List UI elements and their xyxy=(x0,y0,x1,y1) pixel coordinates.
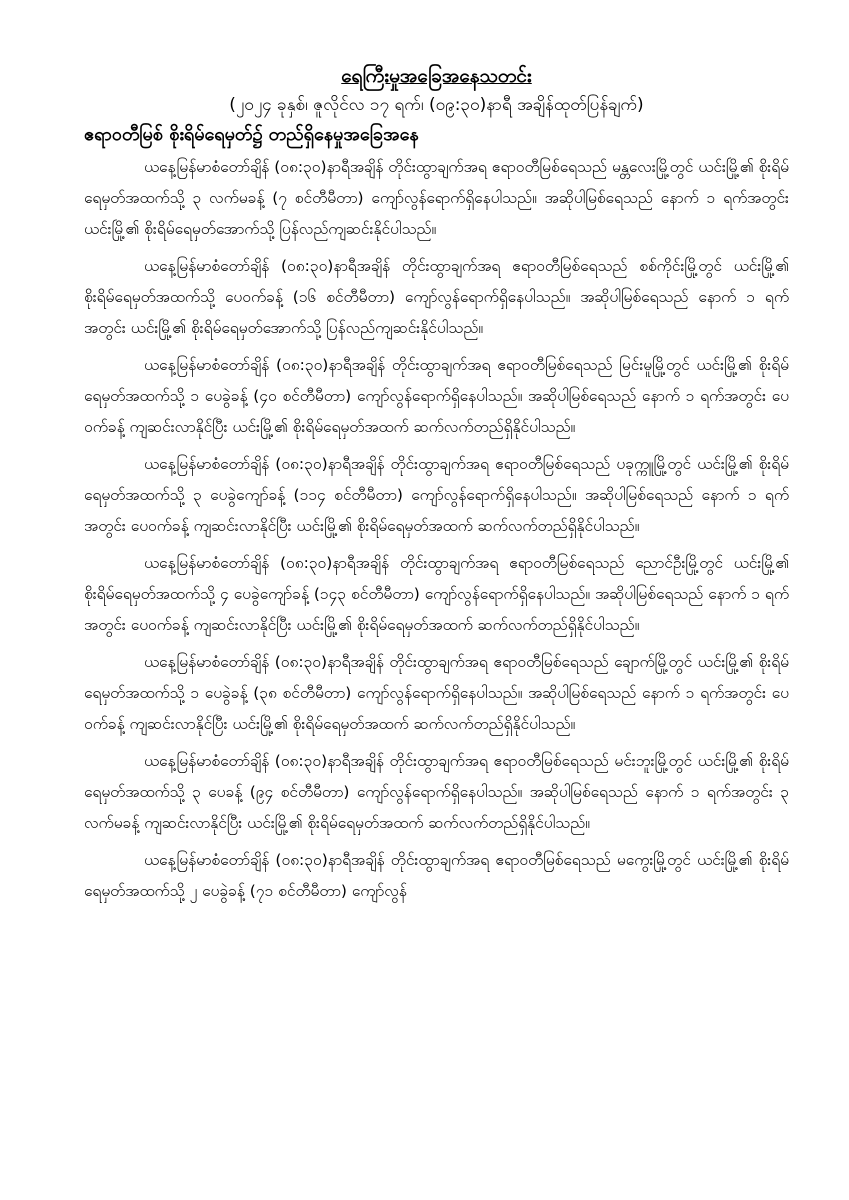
paragraph-nyaung-u: ယနေ့မြန်မာစံတော်ချိန် (၀၈:၃၀)နာရီအချိန် တိုင်းထွာချက်အရ ဧရာဝတီမြစ်ရေသည် ညောင်ဦးမြို့တွင် ယင်းမြို့၏ စိုးရိမ်ရေမှတ်အထက်သို့ ၄ ပေခွဲကျော်ခန့် (၁၄၃ စင်တီမီတာ) ကျော်လွန်ရောက်ရှိနေပါသည်။ အဆိုပါမြစ်ရေသည် နောက် ၁ ရက်အတွင်း ပေဝက်ခန့် ကျဆင်းလာနိုင်ပြီး ယင်းမြို့၏ စိုးရိမ်ရေမှတ်အထက် ဆက်လက်တည်ရှိနိုင်ပါသည်။ xyxy=(84,554,789,634)
paragraph-sagaing: ယနေ့မြန်မာစံတော်ချိန် (၀၈:၃၀)နာရီအချိန် တိုင်းထွာချက်အရ ဧရာဝတီမြစ်ရေသည် စစ်ကိုင်းမြို့တွင် ယင်းမြို့၏ စိုးရိမ်ရေမှတ်အထက်သို့ ပေဝက်ခန့် (၁၆ စင်တီမီတာ) ကျော်လွန်ရောက်ရှိနေပါသည်။ အဆိုပါမြစ်ရေသည် နောက် ၁ ရက်အတွင်း ယင်းမြို့၏ စိုးရိမ်ရေမှတ်အောက်သို့ ပြန်လည်ကျဆင်းနိုင်ပါသည်။ xyxy=(84,257,789,337)
paragraph-magway: ယနေ့မြန်မာစံတော်ချိန် (၀၈:၃၀)နာရီအချိန် တိုင်းထွာချက်အရ ဧရာဝတီမြစ်ရေသည် မကွေးမြို့တွင် ယင်းမြို့၏ စိုးရိမ်ရေမှတ်အထက်သို့ ၂ ပေခွဲခန့် (၇၁ စင်တီမီတာ) ကျော်လွန် xyxy=(84,851,789,900)
paragraph-minbu: ယနေ့မြန်မာစံတော်ချိန် (၀၈:၃၀)နာရီအချိန် တိုင်းထွာချက်အရ ဧရာဝတီမြစ်ရေသည် မင်းဘူးမြို့တွင် ယင်းမြို့၏ စိုးရိမ်ရေမှတ်အထက်သို့ ၃ ပေခန့် (၉၄ စင်တီမီတာ) ကျော်လွန်ရောက်ရှိနေပါသည်။ အဆိုပါမြစ်ရေသည် နောက် ၁ ရက်အတွင်း ၃ လက်မခန့် ကျဆင်းလာနိုင်ပြီး ယင်းမြို့၏ စိုးရိမ်ရေမှတ်အထက် ဆက်လက်တည်ရှိနိုင်ပါသည်။ xyxy=(84,752,789,832)
paragraph-mandalay: ယနေ့မြန်မာစံတော်ချိန် (၀၈:၃၀)နာရီအချိန် တိုင်းထွာချက်အရ ဧရာဝတီမြစ်ရေသည် မန္တလေးမြို့တွင် ယင်းမြို့၏ စိုးရိမ်ရေမှတ်အထက်သို့ ၃ လက်မခန့် (၇ စင်တီမီတာ) ကျော်လွန်ရောက်ရှိနေပါသည်။ အဆိုပါမြစ်ရေသည် နောက် ၁ ရက်အတွင်း ယင်းမြို့၏ စိုးရိမ်ရေမှတ်အောက်သို့ ပြန်လည်ကျဆင်းနိုင်ပါသည်။ xyxy=(84,158,789,238)
paragraph-pakokku: ယနေ့မြန်မာစံတော်ချိန် (၀၈:၃၀)နာရီအချိန် တိုင်းထွာချက်အရ ဧရာဝတီမြစ်ရေသည် ပခုက္ကူမြို့တွင် ယင်းမြို့၏ စိုးရိမ်ရေမှတ်အထက်သို့ ၃ ပေခွဲကျော်ခန့် (၁၁၄ စင်တီမီတာ) ကျော်လွန်ရောက်ရှိနေပါသည်။ အဆိုပါမြစ်ရေသည် နောက် ၁ ရက်အတွင်း ပေဝက်ခန့် ကျဆင်းလာနိုင်ပြီး ယင်းမြို့၏ စိုးရိမ်ရေမှတ်အထက် ဆက်လက်တည်ရှိနိုင်ပါသည်။ xyxy=(84,455,789,535)
document-subtitle: (၂၀၂၄ ခုနှစ်၊ ဇူလိုင်လ ၁၇ ရက်၊ (၀၉:၃၀)နာရီ အချိန်ထုတ်ပြန်ချက်) xyxy=(229,95,644,115)
document-title: ရေကြီးမှုအခြေအနေသတင်း xyxy=(341,65,532,87)
paragraph-chauk: ယနေ့မြန်မာစံတော်ချိန် (၀၈:၃၀)နာရီအချိန် တိုင်းထွာချက်အရ ဧရာဝတီမြစ်ရေသည် ချောက်မြို့တွင် ယင်းမြို့၏ စိုးရိမ်ရေမှတ်အထက်သို့ ၁ ပေခွဲခန့် (၃၈ စင်တီမီတာ) ကျော်လွန်ရောက်ရှိနေပါသည်။ အဆိုပါမြစ်ရေသည် နောက် ၁ ရက်အတွင်း ပေဝက်ခန့် ကျဆင်းလာနိုင်ပြီး ယင်းမြို့၏ စိုးရိမ်ရေမှတ်အထက် ဆက်လက်တည်ရှိနိုင်ပါသည်။ xyxy=(84,653,789,733)
paragraph-myinmu: ယနေ့မြန်မာစံတော်ချိန် (၀၈:၃၀)နာရီအချိန် တိုင်းထွာချက်အရ ဧရာဝတီမြစ်ရေသည် မြင်းမူမြို့တွင် ယင်းမြို့၏ စိုးရိမ်ရေမှတ်အထက်သို့ ၁ ပေခွဲခန့် (၄၀ စင်တီမီတာ) ကျော်လွန်ရောက်ရှိနေပါသည်။ အဆိုပါမြစ်ရေသည် နောက် ၁ ရက်အတွင်း ပေဝက်ခန့် ကျဆင်းလာနိုင်ပြီး ယင်းမြို့၏ စိုးရိမ်ရေမှတ်အထက် ဆက်လက်တည်ရှိနိုင်ပါသည်။ xyxy=(84,356,789,436)
section-heading: ဧရာဝတီမြစ် စိုးရိမ်ရေမှတ်၌ တည်ရှိနေမှုအခြေအနေ xyxy=(84,124,419,145)
document-page xyxy=(84,58,789,913)
